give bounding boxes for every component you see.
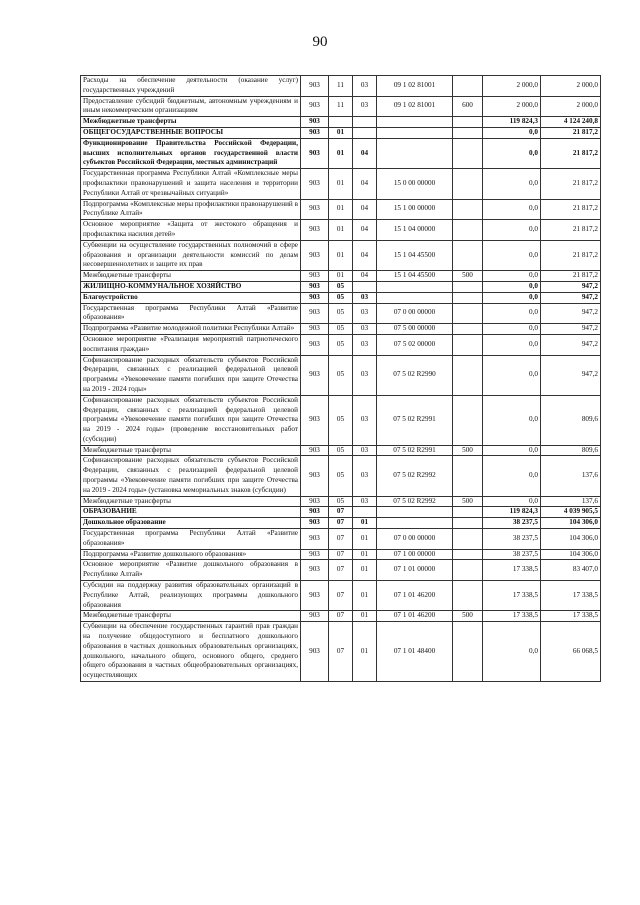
budget-table [80,75,601,682]
expense-type [453,199,483,220]
subsection-code: 01 [353,518,377,529]
section-code: 07 [329,622,353,682]
admin-code: 903 [301,581,329,611]
expense-type [453,281,483,292]
target-article [377,507,453,518]
row-name: Государственная программа Республики Алтай «Развитие образования» [81,529,301,550]
amount-second: 104 306,0 [541,549,601,560]
subsection-code: 01 [353,581,377,611]
subsection-code: 04 [353,169,377,199]
amount-second: 4 039 905,5 [541,507,601,518]
amount-second: 137,6 [541,456,601,496]
admin-code: 903 [301,96,329,117]
amount-first: 0,0 [483,395,541,445]
expense-type [453,456,483,496]
amount-second: 809,6 [541,395,601,445]
expense-type [453,529,483,550]
section-code: 07 [329,560,353,581]
admin-code: 903 [301,496,329,507]
admin-code: 903 [301,127,329,138]
expense-type [453,334,483,355]
section-code: 01 [329,240,353,270]
row-name: Подпрограмма «Развитие дошкольного образования» [81,549,301,560]
amount-first: 0,0 [483,169,541,199]
section-code: 01 [329,271,353,282]
admin-code: 903 [301,117,329,128]
table-row [81,549,601,560]
table-row [81,220,601,241]
amount-second: 104 306,0 [541,529,601,550]
amount-first: 0,0 [483,220,541,241]
amount-first: 17 338,5 [483,581,541,611]
admin-code: 903 [301,281,329,292]
expense-type [453,507,483,518]
target-article: 07 5 02 R2991 [377,445,453,456]
subsection-code [353,281,377,292]
subsection-code: 03 [353,324,377,335]
subsection-code: 04 [353,271,377,282]
amount-second: 947,2 [541,324,601,335]
target-article [377,138,453,168]
subsection-code: 03 [353,76,377,97]
expense-type [453,581,483,611]
admin-code: 903 [301,355,329,395]
subsection-code: 03 [353,355,377,395]
amount-first: 0,0 [483,456,541,496]
target-article: 15 0 00 00000 [377,169,453,199]
row-name: ОБРАЗОВАНИЕ [81,507,301,518]
section-code: 05 [329,496,353,507]
subsection-code: 04 [353,240,377,270]
target-article: 07 1 01 46200 [377,581,453,611]
admin-code: 903 [301,529,329,550]
section-code: 11 [329,96,353,117]
section-code: 07 [329,518,353,529]
row-name: Предоставление субсидий бюджетным, автономным учреждениям и иным некоммерческим организациям [81,96,301,117]
amount-first: 17 338,5 [483,560,541,581]
amount-first: 0,0 [483,127,541,138]
expense-type [453,622,483,682]
target-article: 07 5 02 R2992 [377,496,453,507]
table-row [81,445,601,456]
section-code: 07 [329,611,353,622]
target-article: 09 1 02 81001 [377,96,453,117]
section-code: 07 [329,549,353,560]
table-row [81,271,601,282]
row-name: Основное мероприятие «Развитие дошкольного образования в Республике Алтай» [81,560,301,581]
amount-second: 21 817,2 [541,138,601,168]
section-code: 07 [329,529,353,550]
target-article: 09 1 02 81001 [377,76,453,97]
amount-first: 17 338,5 [483,611,541,622]
amount-first: 0,0 [483,240,541,270]
amount-first: 0,0 [483,281,541,292]
amount-second: 21 817,2 [541,240,601,270]
admin-code: 903 [301,560,329,581]
row-name: Межбюджетные трансферты [81,611,301,622]
amount-second: 4 124 240,8 [541,117,601,128]
amount-first: 0,0 [483,334,541,355]
admin-code: 903 [301,507,329,518]
section-code: 05 [329,334,353,355]
page-number: 90 [312,34,328,50]
amount-second: 947,2 [541,281,601,292]
row-name: Софинансирование расходных обязательств субъектов Российской Федерации, связанных с реализацией федеральной целевой программы «Увековечение памяти погибших при защите Отечества на 2019 - 2024 годы» (проведение восстановительных работ (субсидии) [81,395,301,445]
row-name: Субсидии на поддержку развития образовательных организаций в Республике Алтай, реализующих программы дошкольного образования [81,581,301,611]
section-code: 05 [329,303,353,324]
amount-first: 38 237,5 [483,518,541,529]
amount-first: 38 237,5 [483,549,541,560]
target-article: 07 1 00 00000 [377,549,453,560]
subsection-code: 01 [353,622,377,682]
subsection-code: 01 [353,549,377,560]
subsection-code [353,507,377,518]
table-row [81,334,601,355]
section-code: 01 [329,199,353,220]
expense-type [453,138,483,168]
table-row [81,281,601,292]
table-row [81,611,601,622]
table-row [81,292,601,303]
amount-second: 809,6 [541,445,601,456]
amount-second: 2 000,0 [541,76,601,97]
expense-type [453,518,483,529]
amount-first: 0,0 [483,622,541,682]
section-code: 07 [329,581,353,611]
row-name: Софинансирование расходных обязательств субъектов Российской Федерации, связанных с реализацией федеральной целевой программы «Увековечение памяти погибших при защите Отечества на 2019 - 2024 годы» (установка мемориальных знаков (субсидии) [81,456,301,496]
expense-type: 500 [453,445,483,456]
table-row [81,456,601,496]
subsection-code: 03 [353,96,377,117]
target-article: 07 1 01 00000 [377,560,453,581]
amount-first: 119 824,3 [483,117,541,128]
table-row [81,199,601,220]
table-row [81,127,601,138]
admin-code: 903 [301,303,329,324]
row-name: Государственная программа Республики Алтай «Комплексные меры профилактики правонарушений и защита населения и территории Республики Алтай от чрезвычайных ситуаций» [81,169,301,199]
target-article: 07 1 01 46200 [377,611,453,622]
amount-first: 0,0 [483,324,541,335]
amount-second: 947,2 [541,292,601,303]
table-row [81,507,601,518]
target-article: 07 5 02 00000 [377,334,453,355]
section-code: 05 [329,324,353,335]
expense-type [453,355,483,395]
row-name: ЖИЛИЩНО-КОММУНАЛЬНОЕ ХОЗЯЙСТВО [81,281,301,292]
amount-first: 0,0 [483,199,541,220]
target-article: 07 5 02 R2991 [377,395,453,445]
subsection-code: 01 [353,611,377,622]
expense-type: 500 [453,496,483,507]
amount-second: 137,6 [541,496,601,507]
row-name: Основное мероприятие «Защита от жестокого обращения и профилактика насилия детей» [81,220,301,241]
amount-second: 21 817,2 [541,169,601,199]
expense-type [453,127,483,138]
row-name: Подпрограмма «Комплексные меры профилактики правонарушений в Республике Алтай» [81,199,301,220]
subsection-code [353,127,377,138]
amount-second: 947,2 [541,303,601,324]
table-row [81,303,601,324]
subsection-code: 03 [353,445,377,456]
expense-type [453,76,483,97]
section-code: 05 [329,445,353,456]
amount-second: 83 407,0 [541,560,601,581]
amount-second: 947,2 [541,355,601,395]
expense-type [453,303,483,324]
target-article [377,518,453,529]
amount-first: 0,0 [483,496,541,507]
table-row [81,355,601,395]
target-article: 15 1 04 00000 [377,220,453,241]
section-code: 01 [329,169,353,199]
admin-code: 903 [301,76,329,97]
target-article: 07 0 00 00000 [377,529,453,550]
amount-first: 0,0 [483,138,541,168]
row-name: Дошкольное образование [81,518,301,529]
row-name: Межбюджетные трансферты [81,496,301,507]
section-code: 05 [329,292,353,303]
target-article: 15 1 00 00000 [377,199,453,220]
expense-type [453,240,483,270]
amount-first: 0,0 [483,445,541,456]
target-article: 15 1 04 45500 [377,271,453,282]
table-row [81,395,601,445]
expense-type [453,117,483,128]
target-article [377,117,453,128]
expense-type [453,220,483,241]
amount-second: 947,2 [541,334,601,355]
table-row [81,622,601,682]
amount-first: 2 000,0 [483,96,541,117]
amount-first: 0,0 [483,292,541,303]
row-name: Благоустройство [81,292,301,303]
section-code: 01 [329,220,353,241]
expense-type [453,549,483,560]
expense-type [453,324,483,335]
amount-second: 2 000,0 [541,96,601,117]
row-name: Подпрограмма «Развитие молодежной политики Республики Алтай» [81,324,301,335]
section-code: 01 [329,138,353,168]
amount-first: 119 824,3 [483,507,541,518]
expense-type [453,292,483,303]
table-row [81,529,601,550]
row-name: Основное мероприятие «Реализация мероприятий патриотического воспитания граждан» [81,334,301,355]
expense-type: 600 [453,96,483,117]
table-row [81,496,601,507]
admin-code: 903 [301,549,329,560]
table-row [81,96,601,117]
admin-code: 903 [301,456,329,496]
amount-second: 21 817,2 [541,271,601,282]
table-row [81,518,601,529]
target-article: 07 5 00 00000 [377,324,453,335]
target-article [377,292,453,303]
admin-code: 903 [301,395,329,445]
amount-second: 17 338,5 [541,611,601,622]
target-article: 07 5 02 R2990 [377,355,453,395]
target-article: 07 5 02 R2992 [377,456,453,496]
subsection-code: 04 [353,220,377,241]
admin-code: 903 [301,292,329,303]
admin-code: 903 [301,334,329,355]
subsection-code: 01 [353,529,377,550]
row-name: Субвенции на обеспечение государственных гарантий прав граждан на получение общедоступного и бесплатного дошкольного образования в частных дошкольных образовательных организациях, дошкольного, начального общего, основного общего, среднего общего образования в частных общеобразовательных организациях, осуществляющих [81,622,301,682]
row-name: Межбюджетные трансферты [81,271,301,282]
subsection-code: 01 [353,560,377,581]
admin-code: 903 [301,445,329,456]
expense-type [453,560,483,581]
row-name: Государственная программа Республики Алтай «Развитие образования» [81,303,301,324]
expense-type [453,395,483,445]
target-article: 07 1 01 48400 [377,622,453,682]
subsection-code: 03 [353,303,377,324]
admin-code: 903 [301,240,329,270]
section-code: 05 [329,281,353,292]
table-row [81,240,601,270]
subsection-code: 03 [353,456,377,496]
expense-type [453,169,483,199]
table-row [81,169,601,199]
subsection-code: 03 [353,395,377,445]
row-name: Межбюджетные трансферты [81,445,301,456]
subsection-code: 03 [353,334,377,355]
admin-code: 903 [301,169,329,199]
table-row [81,138,601,168]
admin-code: 903 [301,611,329,622]
section-code: 05 [329,395,353,445]
section-code: 11 [329,76,353,97]
amount-second: 21 817,2 [541,199,601,220]
admin-code: 903 [301,518,329,529]
target-article [377,281,453,292]
target-article [377,127,453,138]
section-code: 05 [329,355,353,395]
amount-first: 38 237,5 [483,529,541,550]
admin-code: 903 [301,271,329,282]
admin-code: 903 [301,199,329,220]
amount-second: 104 306,0 [541,518,601,529]
amount-second: 17 338,5 [541,581,601,611]
amount-first: 0,0 [483,355,541,395]
section-code: 01 [329,127,353,138]
target-article: 15 1 04 45500 [377,240,453,270]
admin-code: 903 [301,220,329,241]
amount-first: 2 000,0 [483,76,541,97]
admin-code: 903 [301,324,329,335]
table-row [81,560,601,581]
subsection-code: 03 [353,292,377,303]
row-name: Софинансирование расходных обязательств субъектов Российской Федерации, связанных с реализацией федеральной целевой программы «Увековечение памяти погибших при защите Отечества на 2019 - 2024 годы» [81,355,301,395]
subsection-code: 04 [353,138,377,168]
section-code: 05 [329,456,353,496]
expense-type: 500 [453,611,483,622]
target-article: 07 0 00 00000 [377,303,453,324]
row-name: Функционирование Правительства Российской Федерации, высших исполнительных органов государственной власти субъектов Российской Федерации, местных администраций [81,138,301,168]
admin-code: 903 [301,622,329,682]
row-name: Субвенции на осуществление государственных полномочий в сфере образования и организации деятельности комиссий по делам несовершеннолетних и защите их прав [81,240,301,270]
row-name: Межбюджетные трансферты [81,117,301,128]
amount-first: 0,0 [483,303,541,324]
table-row [81,324,601,335]
subsection-code: 03 [353,496,377,507]
table-row [81,117,601,128]
row-name: Расходы на обеспечение деятельности (оказание услуг) государственных учреждений [81,76,301,97]
expense-type: 500 [453,271,483,282]
section-code [329,117,353,128]
table-row [81,76,601,97]
table-row [81,581,601,611]
amount-first: 0,0 [483,271,541,282]
section-code: 07 [329,507,353,518]
amount-second: 21 817,2 [541,220,601,241]
amount-second: 66 068,5 [541,622,601,682]
admin-code: 903 [301,138,329,168]
row-name: ОБЩЕГОСУДАРСТВЕННЫЕ ВОПРОСЫ [81,127,301,138]
subsection-code [353,117,377,128]
amount-second: 21 817,2 [541,127,601,138]
subsection-code: 04 [353,199,377,220]
